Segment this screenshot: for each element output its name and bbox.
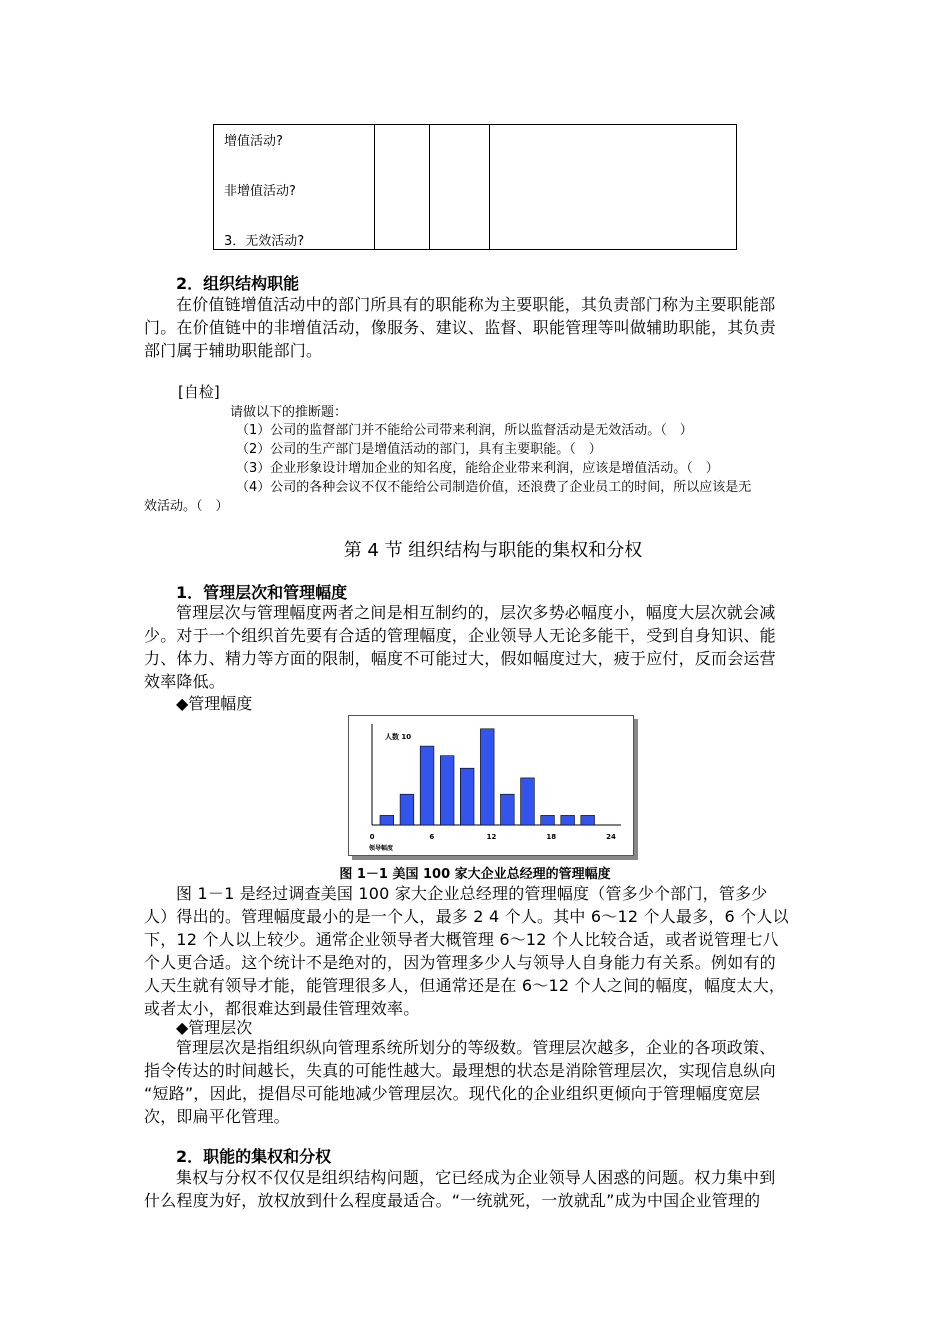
self-check-item: （1）公司的监督部门并不能给公司带来利润，所以监督活动是无效活动。（ ） — [236, 423, 693, 438]
paragraph-line: “短路”，因此，提倡尽可能地减少管理层次。现代化的企业组织更倾向于管理幅度宽层 — [144, 1084, 761, 1103]
chart-x-tick-label: 0 — [369, 833, 375, 841]
chart-x-tick-label: 18 — [546, 833, 557, 841]
table-label-cell — [214, 125, 375, 250]
paragraph-line: 图 1－1 是经过调查美国 100 家大企业总经理的管理幅度（管多少个部门，管多少 — [176, 884, 768, 903]
bullet-management-span: ◆管理幅度 — [176, 694, 253, 713]
chart-bar — [521, 778, 535, 825]
chart-xlabel: 领导幅度 — [369, 845, 394, 852]
part1c-paragraph — [144, 1036, 808, 1128]
chart-bar — [420, 746, 434, 825]
part1-heading: 1．管理层次和管理幅度 — [176, 583, 348, 602]
chart-caption: 图 1－1 美国 100 家大企业总经理的管理幅度 — [339, 867, 611, 882]
paragraph-line: 在价值链增值活动中的部门所具有的职能称为主要职能，其负责部门称为主要职能部 — [176, 295, 776, 314]
chart-frame — [348, 715, 634, 856]
chart-bar — [380, 815, 394, 825]
paragraph-line: 力、体力、精力等方面的限制，幅度不可能过大，假如幅度过大，疲于应付，反而会运营 — [144, 649, 776, 668]
paragraph-line: 人）得出的。管理幅度最小的是一个人，最多 2 4 个人。其中 6～12 个人最多，6 个人以 — [144, 907, 789, 926]
paragraph-line: 效率降低。 — [144, 672, 226, 691]
table-cell — [430, 125, 490, 250]
part1-paragraph — [144, 601, 808, 693]
section-heading: 2．组织结构职能 — [176, 274, 300, 293]
self-check-item-cont: 效活动。（ ） — [144, 499, 229, 514]
paragraph-line: 集权与分权不仅仅是组织结构问题，它已经成为企业领导人困惑的问题。权力集中到 — [176, 1168, 776, 1187]
paragraph-line: 指令传达的时间越长，失真的可能性越大。最理想的状态是消除管理层次，实现信息纵向 — [144, 1061, 776, 1080]
table-cell — [490, 125, 737, 250]
bullet-management-level: ◆管理层次 — [176, 1018, 253, 1037]
chart-bar — [561, 815, 575, 825]
chart-bar — [460, 768, 474, 825]
chart-x-tick-label: 6 — [429, 833, 435, 841]
part2-heading: 2．职能的集权和分权 — [176, 1147, 332, 1166]
table-row-3: 3．无效活动? — [224, 234, 305, 249]
paragraph-line: 部门属于辅助职能部门。 — [144, 341, 323, 360]
part2-paragraph — [144, 1166, 808, 1212]
table-row-2: 非增值活动? — [224, 184, 296, 199]
self-check-list — [236, 421, 751, 497]
self-check-intro: 请做以下的推断题： — [230, 405, 348, 420]
chart-bar — [501, 794, 515, 825]
chart-bar — [480, 729, 494, 825]
paragraph-line: 次，即扁平化管理。 — [144, 1107, 290, 1126]
paragraph-line: 管理层次与管理幅度两者之间是相互制约的，层次多势必幅度小，幅度大层次就会减 — [176, 603, 776, 622]
table-row-1: 增值活动? — [224, 134, 283, 149]
chart-bar — [541, 815, 555, 825]
paragraph-line: 少。对于一个组织首先要有合适的管理幅度，企业领导人无论多能干，受到自身知识、能 — [144, 626, 776, 645]
paragraph-line: 管理层次是指组织纵向管理系统所划分的等级数。管理层次越多，企业的各项政策、 — [176, 1038, 776, 1057]
chart-x-tick-label: 12 — [486, 833, 497, 841]
paragraph-line: 下，12 个人以上较少。通常企业领导者大概管理 6～12 个人比较合适，或者说管理七八 — [144, 930, 779, 949]
section2-paragraph — [144, 293, 808, 362]
paragraph-line: 门。在价值链中的非增值活动，像服务、建议、监督、职能管理等叫做辅助职能，其负责 — [144, 318, 776, 337]
chart-ylabel: 人数 10 — [385, 733, 412, 741]
chart-bar — [440, 756, 454, 825]
paragraph-line: 或者太小，都很难达到最佳管理效率。 — [144, 999, 420, 1018]
section-title: 第 4 节 组织结构与职能的集权和分权 — [343, 540, 643, 561]
self-check-item: （2）公司的生产部门是增值活动的部门，具有主要职能。（ ） — [236, 442, 602, 457]
management-span-chart — [349, 716, 633, 855]
self-check-item: （4）公司的各种会议不仅不能给公司制造价值，还浪费了企业员工的时间，所以应该是无 — [236, 480, 752, 495]
chart-x-tick-label: 24 — [606, 833, 616, 841]
self-check-item: （3）企业形象设计增加企业的知名度，能给企业带来利润，应该是增值活动。（ ） — [236, 461, 719, 476]
chart-bar — [581, 815, 595, 825]
activity-table — [213, 124, 737, 250]
table-cell — [375, 125, 430, 250]
self-check-title: [自检] — [178, 383, 220, 401]
chart-bar — [400, 794, 414, 825]
paragraph-line: 个人更合适。这个统计不是绝对的，因为管理多少人与领导人自身能力有关系。例如有的 — [144, 953, 776, 972]
paragraph-line: 什么程度为好，放权放到什么程度最适合。“一统就死，一放就乱”成为中国企业管理的 — [144, 1191, 761, 1210]
paragraph-line: 人天生就有领导才能，能管理很多人，但通常还是在 6～12 个人之间的幅度，幅度太大， — [144, 976, 786, 995]
part1b-paragraph — [144, 882, 808, 1020]
